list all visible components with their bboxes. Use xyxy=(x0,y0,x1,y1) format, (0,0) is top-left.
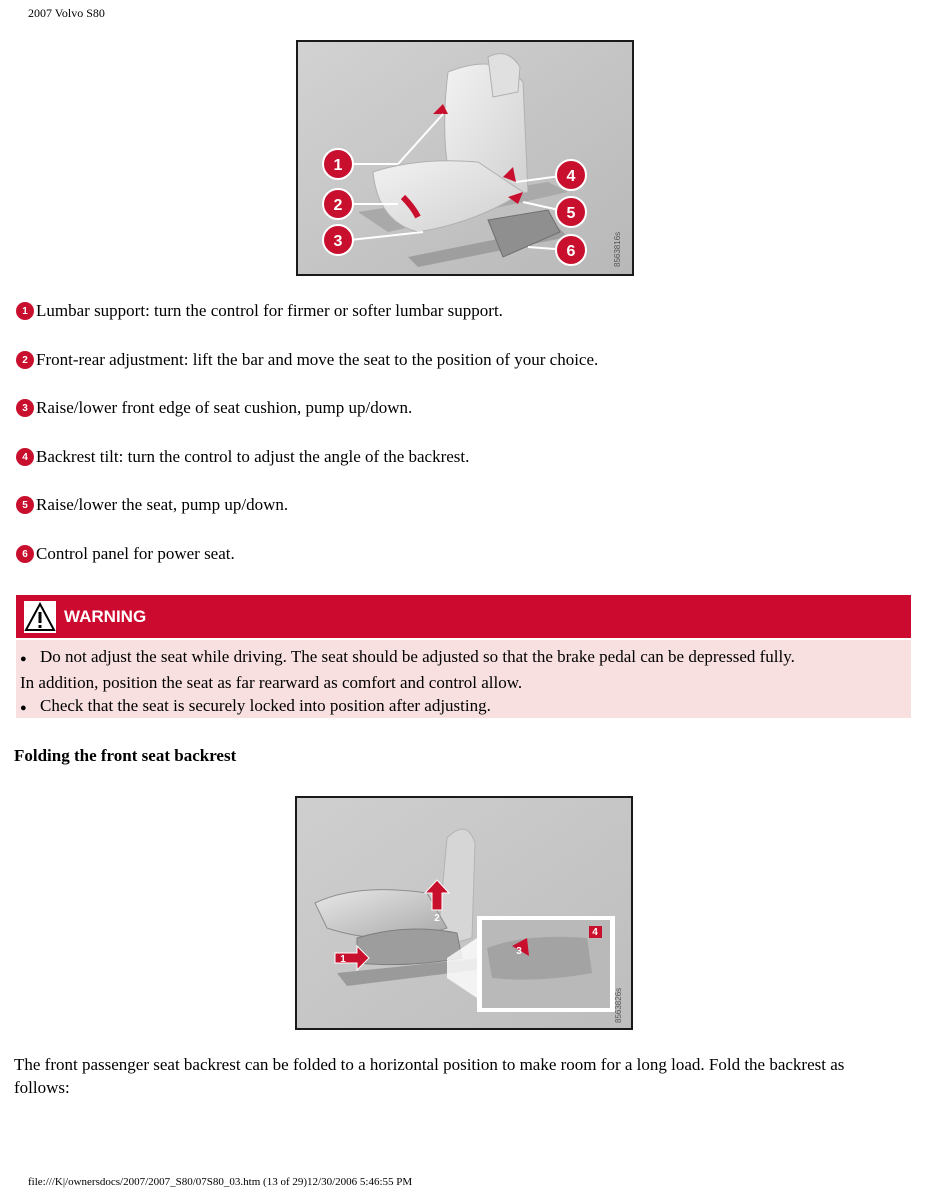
callout-3-label: 3 xyxy=(333,233,343,250)
callout-5-label: 5 xyxy=(566,205,576,222)
list-item-raise-lower xyxy=(16,495,288,515)
list-item-front-edge xyxy=(16,398,412,418)
document-title: 2007 Volvo S80 xyxy=(28,6,105,20)
footer-file-path: file:///K|/ownersdocs/2007/2007_S80/07S80_03.htm (13 of 29)12/30/2006 5:46:55 PM xyxy=(28,1176,413,1188)
list-item-text: Control panel for power seat. xyxy=(36,544,235,563)
folding-instructions-paragraph: The front passenger seat backrest can be folded to a horizontal position to make room for a long load. Fold the backrest as follows: xyxy=(14,1055,845,1097)
callout-3-label: 3 xyxy=(516,946,522,957)
number-2-icon: 2 xyxy=(16,351,34,369)
section-heading: Folding the front seat backrest xyxy=(14,746,237,765)
list-item-text: Raise/lower the seat, pump up/down. xyxy=(36,495,289,514)
list-item-backrest-tilt xyxy=(16,447,469,467)
callout-1-label: 1 xyxy=(333,157,343,174)
warning-line: ● Do not adjust the seat while driving. The seat should be adjusted so that the brake pedal can be depressed fully. xyxy=(16,645,911,671)
number-6-icon: 6 xyxy=(16,545,34,563)
callout-2-label: 2 xyxy=(434,913,440,924)
list-item-text: Backrest tilt: turn the control to adjust the angle of the backrest. xyxy=(36,447,470,466)
warning-triangle-icon xyxy=(24,601,56,633)
list-item-front-rear xyxy=(16,350,598,370)
list-item-control-panel xyxy=(16,544,235,564)
seat-controls-figure xyxy=(296,40,634,276)
warning-title: WARNING xyxy=(64,606,147,626)
warning-line: In addition, position the seat as far rearward as comfort and control allow. xyxy=(20,673,523,692)
list-item-lumbar-support xyxy=(16,301,503,321)
warning-body xyxy=(16,640,911,718)
figure2-code: 8563826s xyxy=(614,987,623,1023)
folding-backrest-figure xyxy=(295,796,633,1030)
list-item-text: Front-rear adjustment: lift the bar and move the seat to the position of your choice. xyxy=(36,350,599,369)
list-item-text: Raise/lower front edge of seat cushion, pump up/down. xyxy=(36,398,413,417)
number-4-icon: 4 xyxy=(16,448,34,466)
warning-line: ● Check that the seat is securely locked into position after adjusting. xyxy=(16,694,911,720)
warning-header xyxy=(16,595,911,638)
callout-1-label: 1 xyxy=(340,954,346,965)
callout-4-label: 4 xyxy=(566,168,576,185)
callout-4-label: 4 xyxy=(592,927,598,938)
number-5-icon: 5 xyxy=(16,496,34,514)
list-item-text: Lumbar support: turn the control for firmer or softer lumbar support. xyxy=(36,301,503,320)
callout-2-label: 2 xyxy=(333,197,343,214)
number-1-icon: 1 xyxy=(16,302,34,320)
number-3-icon: 3 xyxy=(16,399,34,417)
figure1-code: 8563816s xyxy=(613,231,622,267)
callout-6-label: 6 xyxy=(566,243,576,260)
bullet-icon: ● xyxy=(20,653,27,665)
bullet-icon: ● xyxy=(20,702,27,714)
